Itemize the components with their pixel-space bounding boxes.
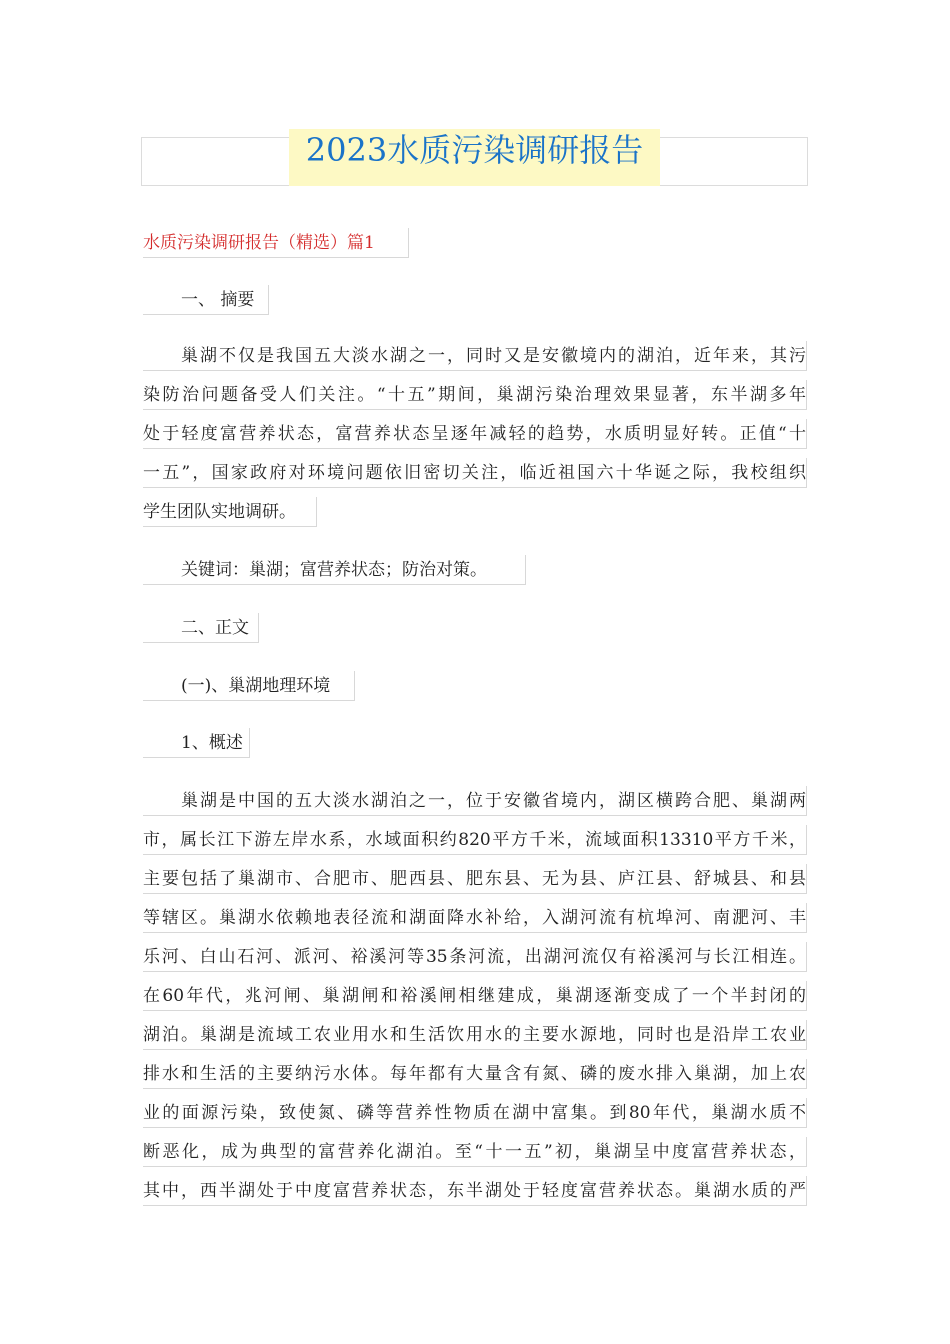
document-title: 2023水质污染调研报告 [305,131,644,169]
body-line: 市，属长江下游左岸水系，水域面积约820平方千米，流域面积13310平方千米， [143,825,807,855]
body-line: 巢湖是中国的五大淡水湖泊之一，位于安徽省境内，湖区横跨合肥、巢湖两 [143,786,807,816]
abstract-line: 巢湖不仅是我国五大淡水湖之一，同时又是安徽境内的湖泊，近年来，其污 [143,341,807,371]
body-line: 业的面源污染，致使氮、磷等营养性物质在湖中富集。到80年代，巢湖水质不 [143,1098,807,1128]
section-heading: 水质污染调研报告（精选）篇1 [143,228,409,258]
body-line: 排水和生活的主要纳污水体。每年都有大量含有氮、磷的废水排入巢湖，加上农 [143,1059,807,1089]
body-line: 乐河、白山石河、派河、裕溪河等35条河流，出湖河流仅有裕溪河与长江相连。 [143,942,807,972]
heading-overview: 1、概述 [143,728,250,758]
heading-body: 二、正文 [143,613,259,643]
body-line: 断恶化，成为典型的富营养化湖泊。至“十一五”初，巢湖呈中度富营养状态， [143,1137,807,1167]
abstract-line: 学生团队实地调研。 [143,497,317,527]
keywords: 关键词：巢湖；富营养状态；防治对策。 [143,555,526,585]
body-line: 湖泊。巢湖是流域工农业用水和生活饮用水的主要水源地，同时也是沿岸工农业 [143,1020,807,1050]
body-line: 主要包括了巢湖市、合肥市、肥西县、肥东县、无为县、庐江县、舒城县、和县 [143,864,807,894]
body-line: 其中，西半湖处于中度富营养状态，东半湖处于轻度富营养状态。巢湖水质的严 [143,1176,807,1206]
body-line: 等辖区。巢湖水依赖地表径流和湖面降水补给，入湖河流有杭埠河、南淝河、丰 [143,903,807,933]
abstract-line: 处于轻度富营养状态，富营养状态呈逐年减轻的趋势，水质明显好转。正值“十 [143,419,807,449]
body-line: 在60年代，兆河闸、巢湖闸和裕溪闸相继建成，巢湖逐渐变成了一个半封闭的 [143,981,807,1011]
abstract-line: 一五”，国家政府对环境问题依旧密切关注，临近祖国六十华诞之际，我校组织 [143,458,807,488]
heading-geography: (一)、巢湖地理环境 [143,671,355,701]
heading-abstract: 一、 摘要 [143,285,269,315]
abstract-line: 染防治问题备受人们关注。“十五”期间，巢湖污染治理效果显著，东半湖多年 [143,380,807,410]
